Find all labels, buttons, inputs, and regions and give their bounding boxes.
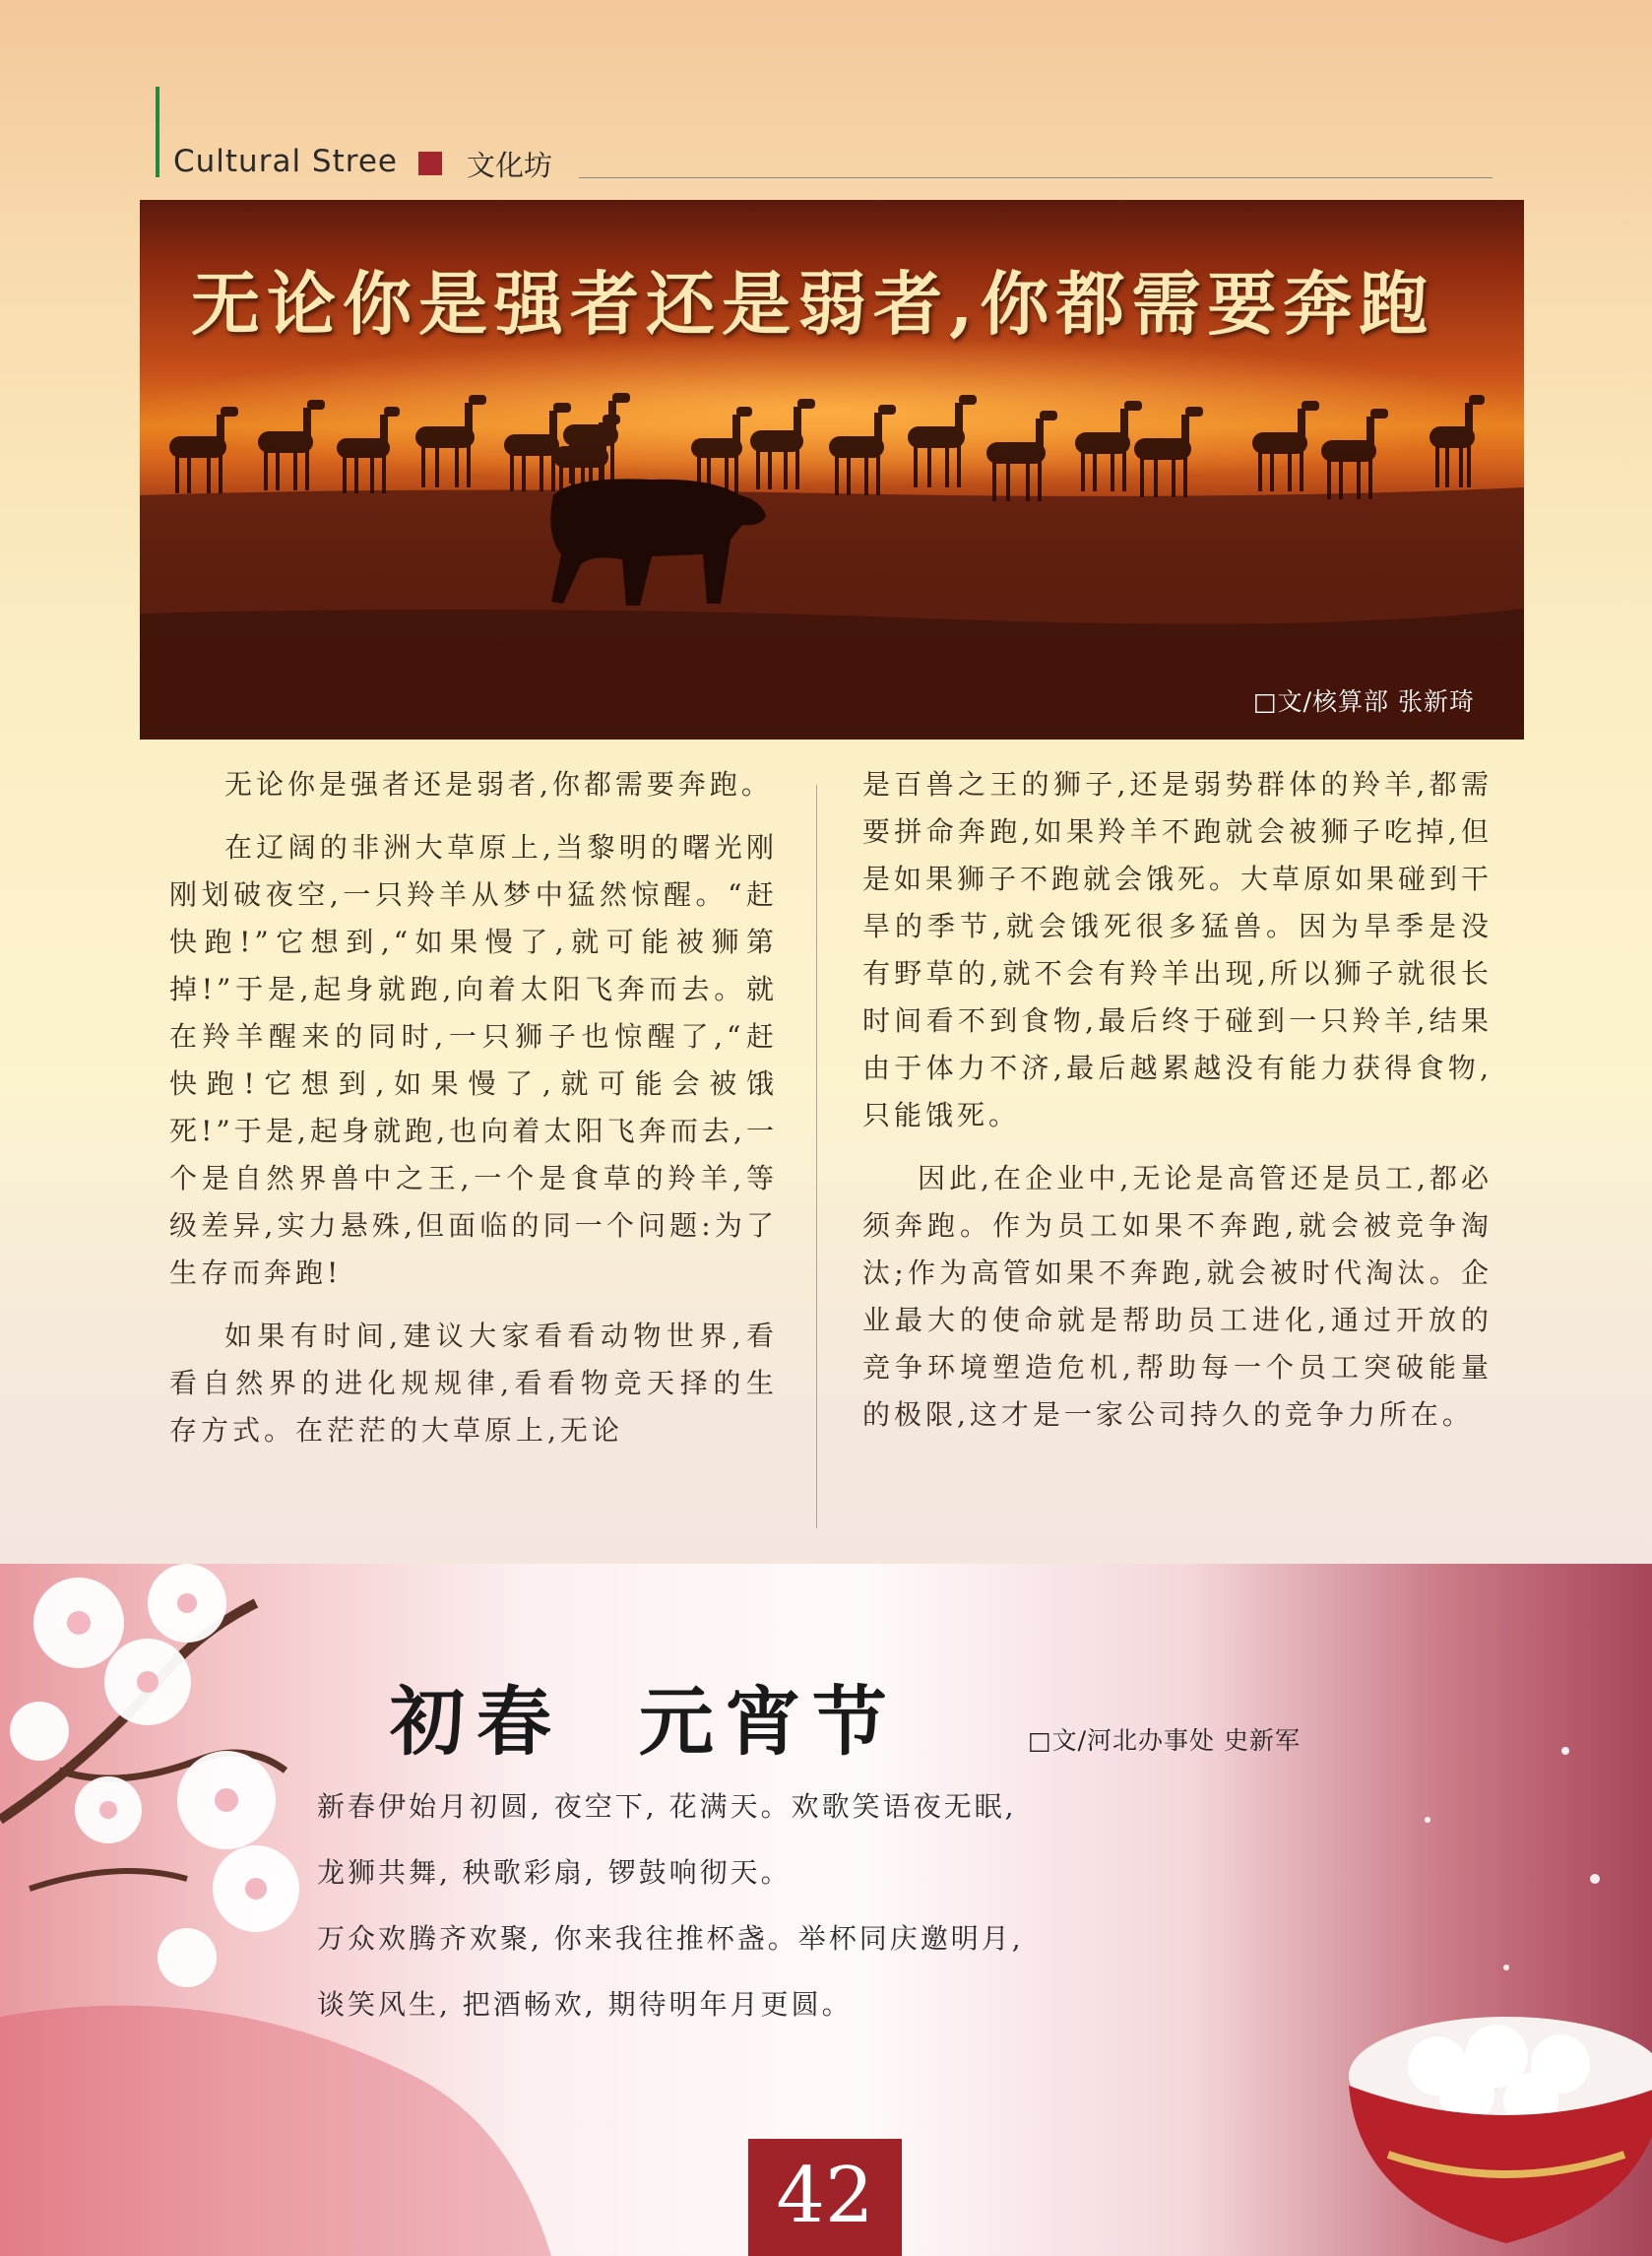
- poem-line: 龙狮共舞, 秧歌彩扇, 锣鼓响彻天。: [317, 1856, 792, 1889]
- section-title-cn: 文化坊: [467, 149, 553, 182]
- article-byline: □文/核算部 张新琦: [1253, 687, 1475, 716]
- page-number: 42: [748, 2139, 902, 2256]
- header-accent-bar: [156, 87, 159, 177]
- poem-line: 万众欢腾齐欢聚, 你来我往推杯盏。举杯同庆邀明月,: [317, 1922, 1024, 1955]
- paragraph: 因此,在企业中,无论是高管还是员工,都必须奔跑。作为员工如果不奔跑,就会被竞争淘汰;作为高管如果不奔跑,就会被时代淘汰。企业最大的使命就是帮助员工进化,通过开放的竞争环境塑造危机,帮助每一个员工突破能量的极限,这才是一家公司持久的竞争力所在。: [862, 1162, 1493, 1431]
- paragraph: 无论你是强者还是弱者,你都需要奔跑。: [224, 768, 773, 801]
- section-title-en: Cultural Stree: [173, 144, 398, 179]
- poem-byline: □文/河北办事处 史新军: [1028, 1726, 1301, 1755]
- hero-image: [140, 200, 1524, 740]
- poem-line: 新春伊始月初圆, 夜空下, 花满天。欢歌笑语夜无眠,: [317, 1790, 1017, 1823]
- paragraph: 如果有时间,建议大家看看动物世界,看看自然界的进化规规律,看看物竞天择的生存方式。在茫茫的大草原上,无论: [169, 1320, 778, 1447]
- header-rule: [579, 177, 1493, 178]
- paragraph: 在辽阔的非洲大草原上,当黎明的曙光刚刚划破夜空,一只羚羊从梦中猛然惊醒。“赶快跑!”它想到,“如果慢了,就可能被狮第掉!”于是,起身就跑,向着太阳飞奔而去。就在羚羊醒来的同时,一只狮子也惊醒了,“赶快跑!它想到,如果慢了,就可能会被饿死!”于是,起身就跑,也向着太阳飞奔而去,一个是自然界兽中之王,一个是食草的羚羊,等级差异,实力悬殊,但面临的同一个问题:为了生存而奔跑!: [169, 831, 778, 1289]
- column-divider: [816, 785, 817, 1528]
- paragraph: 是百兽之王的狮子,还是弱势群体的羚羊,都需要拼命奔跑,如果羚羊不跑就会被狮子吃掉,但是如果狮子不跑就会饿死。大草原如果碰到干旱的季节,就会饿死很多猛兽。因为旱季是没有野草的,就不会有羚羊出现,所以狮子就很长时间看不到食物,最后终于碰到一只羚羊,结果由于体力不济,最后越累越没有能力获得食物,只能饿死。: [862, 768, 1493, 1131]
- article-column-left: [169, 761, 778, 1470]
- section-square-icon: [418, 152, 442, 175]
- article-column-right: [862, 761, 1493, 1454]
- poem-line: 谈笑风生, 把酒畅欢, 期待明年月更圆。: [317, 1988, 853, 2021]
- article-title: 无论你是强者还是弱者,你都需要奔跑: [191, 263, 1435, 345]
- poem-title: 初春 元宵节: [390, 1678, 899, 1766]
